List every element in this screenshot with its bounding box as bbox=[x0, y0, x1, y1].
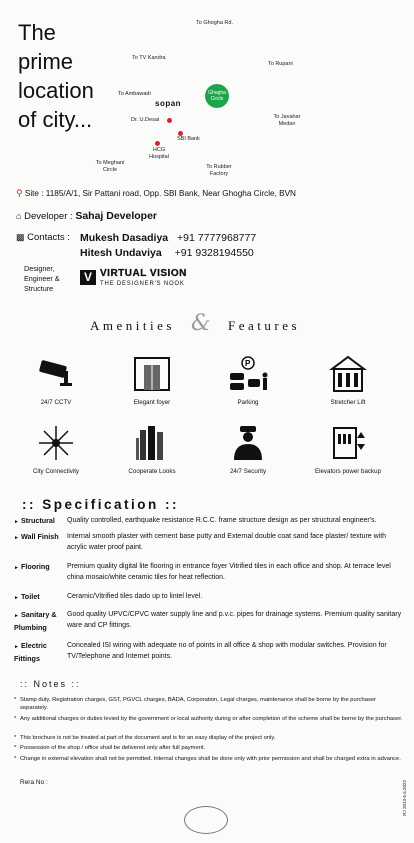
city-connectivity-icon bbox=[36, 424, 76, 462]
home-icon: ⌂ bbox=[16, 211, 22, 221]
spec-label: Structural bbox=[20, 516, 55, 525]
contacts-label: Contacts : bbox=[27, 232, 70, 243]
headline-line: The bbox=[18, 20, 56, 45]
amenity-label: Stretcher Lift bbox=[330, 399, 366, 406]
spec-text: Concealed ISI wiring with adequate no of points in all office & shop with modular switches. Provision for TV/Telephone and Internet points. bbox=[67, 642, 387, 660]
amenity-item bbox=[208, 424, 288, 475]
spec-text: Internal smooth plaster with cement base putty and External double coat sand face plaster/ texture with acrylic water proof paint. bbox=[67, 533, 387, 551]
desai-marker-icon bbox=[167, 118, 172, 123]
corporate-looks-icon bbox=[132, 424, 172, 462]
amenity-label: Elevators power backup bbox=[314, 468, 382, 475]
contact-name: Mukesh Dasadiya bbox=[80, 232, 169, 244]
seal-stamp-icon bbox=[184, 806, 228, 834]
note-item: * This brochure is not be treated at part of the document and is for an easy display of the project only. bbox=[14, 735, 276, 741]
map-label-hcg: HCG Hospital bbox=[149, 147, 169, 160]
amenity-item bbox=[208, 355, 288, 406]
amenity-label: City Connectivity bbox=[32, 468, 80, 475]
cctv-icon bbox=[36, 355, 76, 393]
parking-icon bbox=[226, 355, 270, 393]
hcg-marker-icon bbox=[155, 141, 160, 146]
notes-title: :: Notes :: bbox=[20, 679, 81, 689]
note-item: * Stamp duty, Registration charges, GST, PGVCL charges, BADA, Corporation, Legal charges, maintenance shall be borne by the purchaser separately. bbox=[14, 697, 377, 711]
headline-line: of city... bbox=[18, 107, 93, 132]
spec-text: Quality controlled, earthquake resistance R.C.C. frame structure design as per structural engineer's. bbox=[67, 517, 377, 524]
amenity-label: 24/7 CCTV bbox=[40, 399, 72, 406]
spec-label: Wall Finish bbox=[20, 532, 59, 541]
spec-label: Electric Fittings bbox=[14, 641, 47, 663]
note-text: Any additional charges or duties levied by the government or local authority during or after completion of the scheme shall be borne by the purchaser. bbox=[20, 716, 403, 722]
note-text: This brochure is not be treated at part of the document and is for an easy display of the project only. bbox=[20, 735, 276, 741]
spec-label: Sanitary & Plumbing bbox=[14, 610, 57, 632]
svg-text:P: P bbox=[245, 359, 251, 368]
contact-phone[interactable]: +91 7777968777 bbox=[177, 232, 257, 244]
map-label-ambawadi: To Ambawadi bbox=[118, 91, 151, 97]
amenity-item bbox=[308, 424, 388, 475]
elevator-icon bbox=[328, 424, 368, 462]
security-guard-icon bbox=[228, 424, 268, 462]
amenity-item bbox=[112, 355, 192, 406]
amenity-item bbox=[112, 424, 192, 475]
virtual-vision-logo-icon: V bbox=[80, 270, 96, 285]
spec-row: ► Wall Finish Internal smooth plaster with cement base putty and External double coat sand face plaster/ texture with acrylic water proof paint. bbox=[14, 531, 406, 555]
amenity-label: 24/7 Security bbox=[229, 468, 267, 475]
map-label-rupani: To Rupani bbox=[268, 61, 293, 67]
site-address bbox=[16, 188, 296, 199]
amenity-label: Cooperate Looks bbox=[128, 468, 176, 475]
amenity-label: Elegant foyer bbox=[133, 399, 171, 406]
site-text: Site : 1185/A/1, Sir Pattani road, Opp. SBI Bank, Near Ghogha Circle, BVN bbox=[24, 189, 296, 198]
foyer-icon bbox=[132, 355, 172, 393]
designer-brand: VIRTUAL VISION bbox=[100, 268, 187, 279]
contact-row bbox=[80, 232, 256, 244]
location-pin-icon: ⚲ bbox=[16, 188, 23, 198]
spec-row: ► Structural Quality controlled, earthquake resistance R.C.C. frame structure design as per structural engineer's. bbox=[14, 515, 406, 527]
note-text: Possession of the shop / office shall be delivered only after full payment. bbox=[20, 745, 206, 751]
map-label-sbi: SBI Bank bbox=[177, 136, 200, 142]
spec-text: Ceramic/Vitrified tiles dado up to lintel level. bbox=[67, 593, 203, 600]
map-label-ghogha-rd: To Ghogha Rd. bbox=[196, 20, 233, 26]
contact-row bbox=[80, 247, 254, 259]
map-label-jawahar: To Javahar Medan bbox=[273, 114, 301, 127]
spec-text: Good quality UPVC/CPVC water supply line and p.v.c. pipes for drainage systems. Premium quality sanitary ware and CP fittings. bbox=[67, 611, 402, 629]
note-item: * Change in external elevation shall not be permitted. Internal changes shall be done only with prior permission and shall be charged extra in advance. bbox=[14, 756, 401, 762]
spec-row: ► Toilet Ceramic/Vitrified tiles dado up to lintel level. bbox=[14, 591, 406, 603]
note-item: * Possession of the shop / office shall be delivered only after full payment. bbox=[14, 745, 206, 751]
spec-label: Toilet bbox=[20, 592, 40, 601]
spec-label: Flooring bbox=[20, 562, 50, 571]
map-label-rubber: To Rubber Factory bbox=[206, 164, 232, 177]
note-text: Stamp duty, Registration charges, GST, PGVCL charges, BADA, Corporation, Legal charges, maintenance shall be borne by the purchaser separately. bbox=[20, 697, 377, 711]
headline-line: prime bbox=[18, 49, 74, 74]
stretcher-lift-icon bbox=[328, 355, 368, 393]
spec-row: ► Electric Fittings Concealed ISI wiring with adequate no of points in all office & shop with modular switches. Provision for TV/Telephone and Internet points. bbox=[14, 640, 406, 664]
amenity-item bbox=[308, 355, 388, 406]
rera-number: Rera No : bbox=[20, 779, 48, 786]
designer-label: Designer, Engineer & Structure bbox=[24, 264, 60, 293]
amenity-item bbox=[16, 355, 96, 406]
contact-phone[interactable]: +91 9328194550 bbox=[174, 247, 254, 259]
developer-name: Sahaj Developer bbox=[75, 210, 158, 222]
amenity-label: Parking bbox=[237, 399, 259, 406]
specification-title: :: Specification :: bbox=[22, 497, 180, 512]
map-label-meghani: To Meghani Circle bbox=[95, 160, 125, 173]
amenity-item bbox=[16, 424, 96, 475]
developer-line bbox=[16, 210, 157, 222]
note-item: * Any additional charges or duties levied by the government or local authority during or after completion of the scheme shall be borne by the purchaser. bbox=[14, 716, 403, 722]
map-label-desai: Dr. U.Desai bbox=[131, 117, 160, 123]
spec-row: ► Flooring Premium quality digital lite flooring in entrance foyer Vitrified tiles in each office and shop. At terrace level china mosaic/white ceramic tiles for heat reflection. bbox=[14, 561, 406, 585]
amenities-title-left: Amenities bbox=[90, 318, 175, 333]
footer-code: RJ 2013-5.5.2022 bbox=[402, 780, 407, 816]
amenities-title-right: Features bbox=[228, 318, 301, 333]
note-text: Change in external elevation shall not be permitted. Internal changes shall be done only with prior permission and shall be charged extra in advance. bbox=[20, 756, 401, 762]
contacts-label-wrap bbox=[16, 232, 70, 243]
sopan-logo: sopan bbox=[155, 99, 182, 108]
map-label-tv-kandra: To TV Kandra bbox=[132, 55, 166, 61]
map-label-ghogha-circle: Ghogha Circle bbox=[208, 90, 226, 102]
ghogha-circle-marker bbox=[205, 84, 229, 108]
amenities-ampersand: & bbox=[191, 311, 211, 336]
contact-name: Hitesh Undaviya bbox=[80, 247, 162, 259]
contact-card-icon: ▩ bbox=[16, 232, 25, 242]
designer-tagline: THE DESIGNER'S NOOK bbox=[100, 281, 185, 287]
spec-text: Premium quality digital lite flooring in entrance foyer Vitrified tiles in each office and shop. At terrace level china mosaic/white ceramic tiles for heat reflection. bbox=[67, 563, 391, 581]
developer-label: Developer : bbox=[24, 211, 73, 222]
spec-row: ► Sanitary & Plumbing Good quality UPVC/CPVC water supply line and p.v.c. pipes for drainage systems. Premium quality sanitary ware and CP fittings. bbox=[14, 609, 406, 633]
headline-line: location bbox=[18, 78, 94, 103]
headline bbox=[18, 18, 94, 134]
